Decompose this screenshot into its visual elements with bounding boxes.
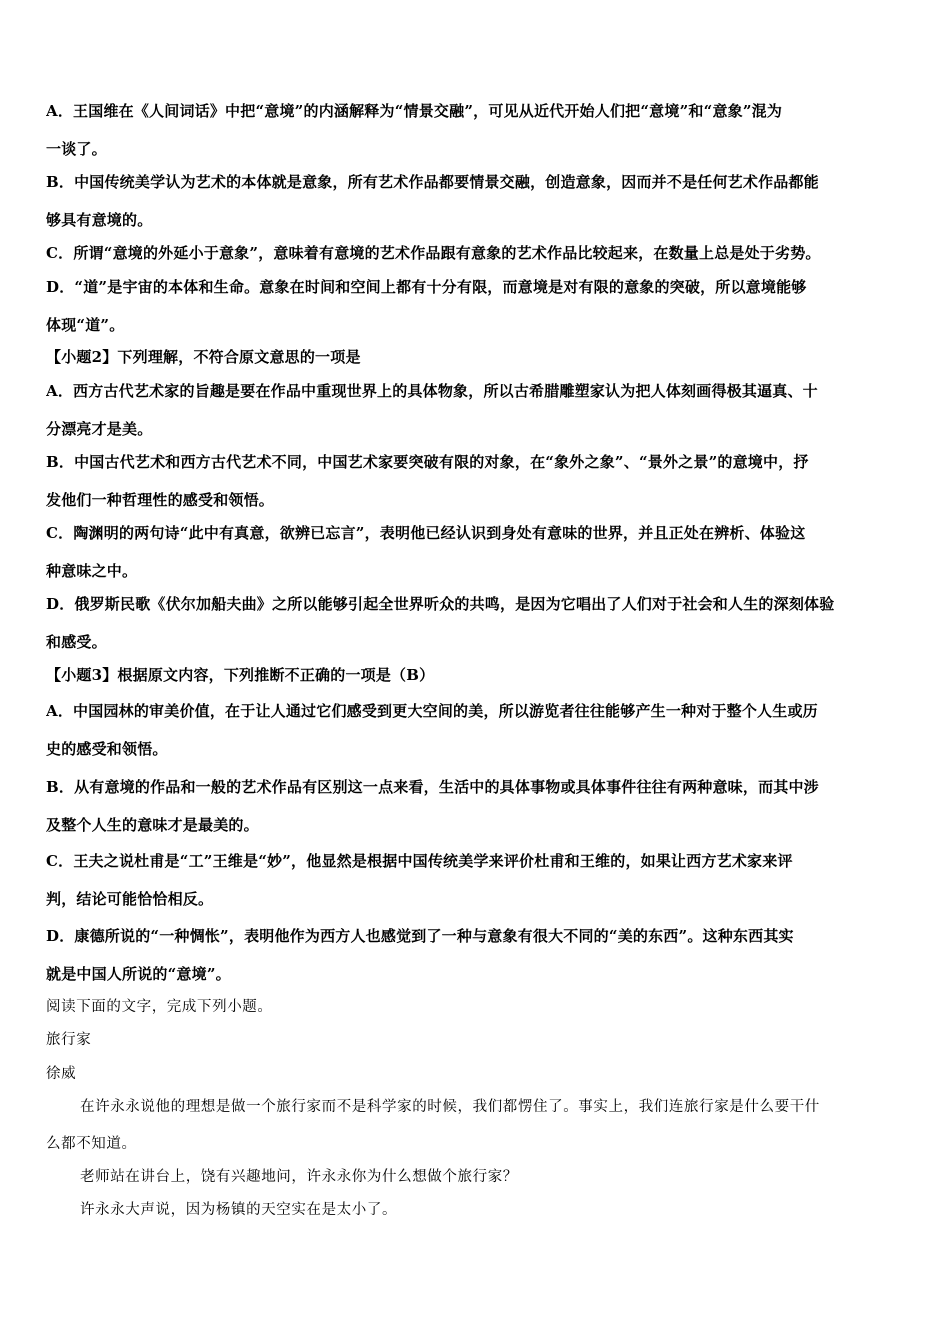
q2-stem: 【小题2】下列理解，不符合原文意思的一项是 <box>46 348 361 366</box>
q3-option-d-line2: 就是中国人所说的“意境”。 <box>46 965 231 983</box>
q2-option-d-line1: D．俄罗斯民歌《伏尔加船夫曲》之所以能够引起全世界听众的共鸣，是因为它唱出了人们对于社会和人生的深刻体验 <box>46 595 835 613</box>
q2-option-b-line1: B．中国古代艺术和西方古代艺术不同，中国艺术家要突破有限的对象，在“象外之象”、“景外之景”的意境中，抒 <box>46 453 809 471</box>
q2-option-c-line1: C．陶渊明的两句诗“此中有真意，欲辨已忘言”，表明他已经认识到身处有意味的世界，并且正处在辨析、体验这 <box>46 524 806 542</box>
q1-option-d-line2: 体现“道”。 <box>46 316 125 334</box>
q3-option-b-line1: B．从有意境的作品和一般的艺术作品有区别这一点来看，生活中的具体事物或具体事件往往有两种意味，而其中涉 <box>46 778 819 796</box>
q3-option-c-line2: 判，结论可能恰恰相反。 <box>46 890 214 908</box>
q2-option-d-line2: 和感受。 <box>46 633 107 651</box>
passage-author: 徐威 <box>46 1066 77 1082</box>
passage-paragraph-1-line2: 么都不知道。 <box>46 1136 137 1152</box>
q3-option-c-line1: C．王夫之说杜甫是“工”王维是“妙”，他显然是根据中国传统美学来评价杜甫和王维的，如果让西方艺术家来评 <box>46 852 793 870</box>
q1-option-a-line1: A．王国维在《人间词话》中把“意境”的内涵解释为“情景交融”，可见从近代开始人们把“意境”和“意象”混为 <box>46 102 783 120</box>
q1-option-d-line1: D．“道”是宇宙的本体和生命。意象在时间和空间上都有十分有限，而意境是对有限的意象的突破，所以意境能够 <box>46 278 807 296</box>
passage-title: 旅行家 <box>46 1032 92 1048</box>
q2-option-b-line2: 发他们一种哲理性的感受和领悟。 <box>46 491 275 509</box>
q3-option-d-line1: D．康德所说的“一种惆怅”，表明他作为西方人也感觉到了一种与意象有很大不同的“美的东西”。这种东西其实 <box>46 927 794 945</box>
passage-paragraph-2: 老师站在讲台上，饶有兴趣地问，许永永你为什么想做个旅行家？ <box>80 1169 518 1185</box>
reading-instruction: 阅读下面的文字，完成下列小题。 <box>46 999 273 1015</box>
q3-option-a-line2: 史的感受和领悟。 <box>46 740 168 758</box>
q1-option-b-line2: 够具有意境的。 <box>46 211 153 229</box>
q2-option-c-line2: 种意味之中。 <box>46 562 138 580</box>
q3-option-b-line2: 及整个人生的意味才是最美的。 <box>46 816 259 834</box>
passage-paragraph-1-line1: 在许永永说他的理想是做一个旅行家而不是科学家的时候，我们都愣住了。事实上，我们连旅行家是什么要干什 <box>80 1099 820 1115</box>
q3-stem: 【小题3】根据原文内容，下列推断不正确的一项是（B） <box>46 666 435 684</box>
q1-option-b-line1: B．中国传统美学认为艺术的本体就是意象，所有艺术作品都要情景交融，创造意象，因而并不是任何艺术作品都能 <box>46 173 819 191</box>
q1-option-c-line1: C．所谓“意境的外延小于意象”，意味着有意境的艺术作品跟有意象的艺术作品比较起来，在数量上总是处于劣势。 <box>46 244 821 262</box>
passage-paragraph-3: 许永永大声说，因为杨镇的天空实在是太小了。 <box>80 1202 398 1218</box>
q1-option-a-line2: 一谈了。 <box>46 140 107 158</box>
q2-option-a-line2: 分漂亮才是美。 <box>46 420 153 438</box>
q2-option-a-line1: A．西方古代艺术家的旨趣是要在作品中重现世界上的具体物象，所以古希腊雕塑家认为把人体刻画得极其逼真、十 <box>46 382 818 400</box>
q3-option-a-line1: A．中国园林的审美价值，在于让人通过它们感受到更大空间的美，所以游览者往往能够产生一种对于整个人生或历 <box>46 702 818 720</box>
